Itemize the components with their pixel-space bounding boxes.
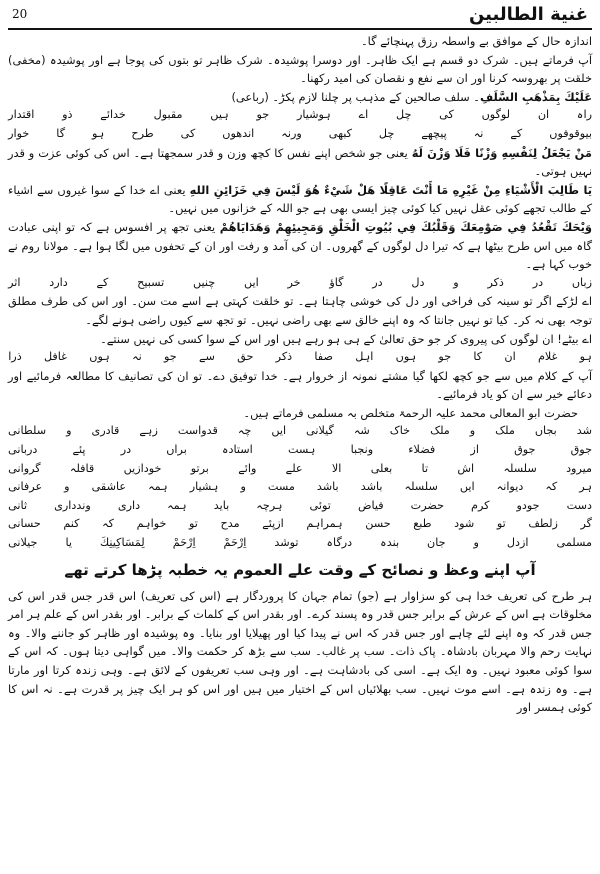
- poem-word: لِمَسَاكِينِكَ: [99, 536, 145, 550]
- poem-word: قافلہ: [69, 461, 95, 475]
- poem-word: و: [453, 275, 459, 289]
- poem-word: جو: [438, 350, 452, 364]
- poem-word: کبھی: [328, 126, 352, 140]
- poem-word: گروانی: [8, 461, 41, 475]
- poem-word: خواہم: [136, 517, 167, 531]
- poem-word: چل: [396, 108, 412, 122]
- poem-word: علے: [285, 461, 303, 475]
- poem-word: وائے: [238, 461, 257, 475]
- page-number: 20: [12, 7, 28, 21]
- poem-word: بعلی: [370, 461, 393, 475]
- paragraph-9: آپ کے کلام میں سے جو کچھ لکھا گیا مشتے نمونہ از خروار ہے۔ خدا توفیق دے۔ تو ان کی تصانیف کا مطالعہ فرمائیے اور دعائے خیر سے ان کو یاد فرمائیے۔: [8, 368, 592, 402]
- poem-word: کا: [473, 350, 483, 364]
- poem-word: و: [240, 480, 246, 494]
- poem-word: زباں: [571, 275, 592, 289]
- poem-word: مدح: [220, 517, 240, 531]
- poem-word: اِرْحَمْ: [172, 536, 196, 550]
- poem-word: کرم: [471, 498, 490, 512]
- poem-word: در: [532, 275, 544, 289]
- poem-word: نہ: [132, 350, 142, 364]
- poem-word: حسن: [365, 517, 391, 531]
- poem-word: و: [473, 536, 479, 550]
- poem-line: [8, 515, 592, 534]
- poem-word: وندداری: [54, 498, 91, 512]
- poem-word: سلسلہ: [404, 480, 438, 494]
- poem-word: کے: [96, 275, 109, 289]
- paragraph-10: حضرت ابو المعالی محمد علیہ الرحمۃ متخلص بہ مسلمی فرماتے ہیں۔: [243, 405, 578, 420]
- poem-line: [8, 125, 592, 144]
- poem-word: بیوقوفوں: [549, 126, 592, 140]
- poem-word: جوق: [570, 443, 592, 457]
- poem-line: [8, 348, 592, 367]
- arabic-quote: مَنْ يَجْعَلُ لِنَفْسِهِ وَزْنًا فَلَا وَزْنَ لَهُ: [411, 145, 592, 160]
- poem-word: ہرچہ: [256, 498, 283, 512]
- poem-word: صفا: [314, 350, 333, 364]
- paragraph-3: [8, 88, 592, 107]
- poem-word: حق: [237, 350, 254, 364]
- poem-word: و: [66, 424, 72, 438]
- poem-word: حضرت: [410, 498, 444, 512]
- poem-word: ازدل: [506, 536, 529, 550]
- poem-word: زہے: [139, 424, 158, 438]
- poem-line: [8, 422, 592, 441]
- poem-word: جیلانی: [8, 536, 38, 550]
- poem-word: مسلمی: [556, 536, 592, 550]
- poem-word: جان: [427, 536, 446, 550]
- arabic-quote: وَيْحَكَ تَقْعُدُ فِي صَوْمِعَكَ وَقَلْبُكَ فِي بُيُوتِ الْخَلْقِ وَمَجِيئِهِمْ وَهَدَايَاهُمْ: [219, 219, 592, 234]
- poem-line: [8, 460, 592, 479]
- poem-word: سلطانی: [8, 424, 47, 438]
- paragraph-text: یعنی تجھ پر افسوس ہے کہ تو اپنی عبادت گاہ میں اس طرح بیٹھا ہے کہ تیرا دل لوگوں کے گھروں۔ ان کی آمد و رفت اور ان کے تحفوں میں لگا ہوا ہے۔ مولانا روم نے خوب کہا ہے۔: [8, 219, 592, 272]
- poem-word: توشد: [274, 536, 299, 550]
- poem-word: پئے: [72, 443, 86, 457]
- poem-3: [8, 348, 592, 367]
- poem-word: الا: [331, 461, 342, 475]
- poem-word: قادری: [91, 424, 120, 438]
- poem-line: [8, 106, 592, 125]
- poem-1: [8, 106, 592, 143]
- poem-word: اثر: [8, 275, 21, 289]
- poem-word: لوگوں: [481, 108, 511, 122]
- page-header: [8, 0, 592, 30]
- poem-word: خاک: [389, 424, 411, 438]
- poem-word: ملک: [430, 424, 450, 438]
- poem-word: ایں: [271, 424, 287, 438]
- poem-word: ازپئے: [262, 517, 284, 531]
- poem-line: [8, 478, 592, 497]
- poem-word: اے: [358, 108, 369, 122]
- poem-word: خودازیں: [123, 461, 162, 475]
- paragraph-6: [8, 218, 592, 274]
- poem-4: [8, 422, 592, 552]
- poem-word: عرفانی: [8, 480, 43, 494]
- poem-word: در: [372, 275, 383, 289]
- poem-word: و: [64, 480, 70, 494]
- paragraph-7: اے لڑکے اگر تو سینہ کی فراخی اور دل کی خوشی چاہتا ہے۔ تو خلقت کہتی ہے اسے مت سن۔ اور اس کی طرف مطلق توجہ بھی نہ کر۔ کیا تو نہیں جانتا کہ وہ اپنے خالق سے بھی راضی نہیں۔ تو تجھ سے کیوں راضی ہونے لگے۔: [8, 294, 592, 327]
- poem-word: مست: [267, 480, 295, 494]
- poem-word: ورنہ: [281, 126, 302, 140]
- poem-word: ہوں: [89, 350, 110, 364]
- poem-word: جودو: [516, 498, 540, 512]
- poem-word: تو: [496, 517, 506, 531]
- poem-line: [8, 274, 592, 293]
- poem-word: و: [469, 424, 476, 438]
- poem-word: نہ: [473, 126, 484, 140]
- poem-word: غلام: [537, 350, 558, 364]
- poem-line: [8, 534, 592, 553]
- paragraph-5: [8, 181, 592, 218]
- poem-word: بندہ: [380, 536, 400, 550]
- poem-word: خدائے: [100, 108, 126, 122]
- poem-word: سلسلہ: [503, 461, 537, 475]
- poem-word: ہوں: [395, 350, 417, 364]
- poem-word: اہل: [355, 350, 374, 364]
- poem-word: ذکر: [275, 350, 293, 364]
- poem-word: حسانی: [8, 517, 41, 531]
- poem-word: در: [120, 443, 132, 457]
- poem-word: غافل: [43, 350, 68, 364]
- poem-word: جو: [256, 108, 270, 122]
- poem-word: ہمہ: [167, 498, 187, 512]
- poem-word: گیلانی: [306, 424, 334, 438]
- poem-word: شہ: [353, 424, 370, 438]
- poem-word: میرود: [566, 461, 592, 475]
- poem-word: از: [470, 443, 479, 457]
- poem-word: خوار: [8, 126, 30, 140]
- poem-word: مقبول: [153, 108, 183, 122]
- poem-word: ہمراہم: [306, 517, 343, 531]
- poem-word: تسبیح: [137, 275, 165, 289]
- poem-word: ہمہ: [148, 480, 168, 494]
- poem-word: جو: [164, 350, 177, 364]
- poem-word: تا: [421, 461, 429, 475]
- poem-word: شد: [576, 424, 592, 438]
- poem-word: کی: [180, 126, 196, 140]
- poem-word: ذو: [62, 108, 73, 122]
- poem-word: تو: [189, 517, 198, 531]
- poem-word: ایں: [459, 480, 475, 494]
- poem-word: ونجبا: [350, 443, 374, 457]
- paragraph-2: آپ فرماتے ہیں۔ شرک دو قسم ہے ایک ظاہر۔ اور دوسرا پوشیدہ۔ شرک ظاہر تو بتوں کی پوجا ہے اور پوشیدہ (مخفی) خلقت پر بھروسہ کرنا اور ان سے نفع و نقصان کی امید رکھنا۔: [8, 52, 592, 86]
- poem-word: باید: [213, 498, 230, 512]
- poem-word: دست: [566, 498, 592, 512]
- poem-word: فضلاء: [408, 443, 436, 457]
- poem-word: ہست: [287, 443, 316, 457]
- poem-word: توئی: [309, 498, 331, 512]
- poem-word: گاؤ: [329, 275, 344, 289]
- page-body: [8, 30, 592, 717]
- paragraph-11: ہر طرح کی تعریف خدا ہی کو سزاوار ہے (جو) تمام جہان کا پروردگار ہے (اس کی تعریف) اس قدر جس قدر اس کی مخلوقات ہے اس کے عرش کے برابر جس قدر وہ پسند کرے۔ اور بقدر اس کے کلمات کے برابر۔ اور بقدر اس کے علم ہر امر جس قدر کہ وہ اپنے لئے چاہے اور جس قدر کہ اس نے پیدا کیا اور پھیلایا اور بنایا۔ وہ پوشیدہ اور ظاہر کو جاننے والا۔ وہ نہایت رحم والا مہربان بادشاہ۔ پاک ذات۔ سب پر غالب۔ سب سے بڑھ کر حکمت والا۔ میں گواہی دیتا ہوں۔ کہ اس کے سوا کوئی معبود نہیں۔ وہ ایک ہے۔ اسی کی بادشاہت ہے۔ اور وہی سب تعریفوں کے لائق ہے۔ وہی زندہ کرتا اور مارتا ہے۔ وہ زندہ ہے۔ اسے موت نہیں۔ سب بھلائیاں اس کے اختیار میں ہیں اور اس کو ہر ایک چیز پر قدرت ہے۔ نہ اس کا کوئی ہمسر اور: [8, 588, 592, 715]
- poem-word: باشد: [316, 480, 339, 494]
- poem-word: برتو: [190, 461, 209, 475]
- poem-word: گا: [56, 126, 66, 140]
- poem-word: یا: [65, 536, 72, 550]
- poem-word: ذکر: [487, 275, 504, 289]
- poem-word: شود: [454, 517, 475, 531]
- poem-word: کنم: [63, 517, 80, 531]
- poem-word: ہشیار: [189, 480, 219, 494]
- paragraph-text: ۔ سلف صالحین کے مذہب پر چلنا لازم پکڑ۔ (رباعی): [231, 89, 480, 104]
- poem-word: ہیں: [210, 108, 229, 122]
- poem-word: ملک: [495, 424, 515, 438]
- poem-word: طبع: [413, 517, 432, 531]
- paragraph-1: اندازہ حال کے موافق بے واسطہ رزق پہنچائے گا۔: [360, 34, 592, 48]
- poem-line: [8, 441, 592, 460]
- poem-word: ہر: [579, 480, 592, 494]
- poem-word: راہ: [576, 108, 592, 122]
- section-heading: آپ اپنے وعظ و نصائح کے وقت علے العموم یہ خطبہ پڑھا کرتے تھے: [64, 560, 536, 579]
- running-title: غنیة الطالبین: [468, 3, 588, 25]
- poem-word: چنیں: [192, 275, 216, 289]
- poem-word: دربانی: [8, 443, 38, 457]
- poem-word: اقتدار: [8, 108, 35, 122]
- paragraph-8: اے بیٹے! ان لوگوں کی پیروی کر جو حق تعالیٰ کے ہی ہو رہے ہیں اور اس کے سوا کسی کی نہیں سنتے۔: [100, 331, 592, 346]
- poem-word: کہ: [545, 480, 558, 494]
- poem-word: ہو: [92, 126, 105, 140]
- poem-word: جوق: [514, 443, 536, 457]
- poem-word: خر: [287, 275, 301, 289]
- poem-word: چل: [378, 126, 395, 140]
- poem-word: زلطف: [528, 517, 558, 531]
- paragraph-text: یعنی جو شخص اپنے نفس کا کچھ وزن و قدر سمجھتا ہے۔ اس کی کوئی عزت و قدر نہیں ہوتی۔: [8, 145, 592, 179]
- poem-line: [8, 497, 592, 516]
- poem-word: باشد: [360, 480, 383, 494]
- paragraph-text: یعنی اے خدا کے سوا غیروں سے اشیاء کے طالب تجھے کوئی عقل نہیں کیا کوئی چیز ایسی بھی ہے جو اللہ کے خزانوں میں نہیں۔: [8, 182, 592, 216]
- poem-word: بجاں: [534, 424, 557, 438]
- poem-word: دارد: [49, 275, 68, 289]
- poem-word: ذرا: [8, 350, 22, 364]
- poem-word: ثانی: [8, 498, 28, 512]
- poem-word: کہ: [102, 517, 114, 531]
- poem-2: [8, 274, 592, 293]
- poem-word: قدواست: [177, 424, 218, 438]
- poem-word: عاشقی: [91, 480, 127, 494]
- poem-word: استادہ: [221, 443, 253, 457]
- poem-word: ہو: [579, 350, 592, 364]
- poem-word: طرح: [131, 126, 154, 140]
- poem-word: اندھوں: [222, 126, 255, 140]
- poem-word: دل: [411, 275, 425, 289]
- poem-word: اِرْحَمْ: [223, 536, 247, 550]
- poem-word: پیچھے: [421, 126, 447, 140]
- paragraph-4: [8, 144, 592, 181]
- poem-word: فیاض: [357, 498, 384, 512]
- poem-word: اش: [457, 461, 475, 475]
- poem-word: ہوشیار: [296, 108, 331, 122]
- poem-word: گر: [580, 517, 592, 531]
- poem-word: براں: [166, 443, 187, 457]
- poem-word: درگاہ: [326, 536, 353, 550]
- poem-word: کی: [439, 108, 454, 122]
- poem-word: سے: [198, 350, 215, 364]
- poem-word: دیوانہ: [496, 480, 524, 494]
- poem-word: کے: [510, 126, 523, 140]
- poem-word: ان: [504, 350, 516, 364]
- poem-word: داری: [117, 498, 141, 512]
- arabic-quote: يَا طَالِبَ الْأَشْيَاءِ مِنْ غَيْرِهِ مَا أَنْتَ عَاقِلًا هَلْ شَيْءٌ هُوَ لَيْسَ فِي خَزَائِنِ اللهِ: [189, 182, 592, 197]
- arabic-quote: عَلَيْكَ بِمَذْهَبِ السَّلَفِ: [479, 89, 592, 104]
- poem-word: چہ: [237, 424, 252, 438]
- poem-word: ایں: [243, 275, 259, 289]
- poem-word: ان: [537, 108, 550, 122]
